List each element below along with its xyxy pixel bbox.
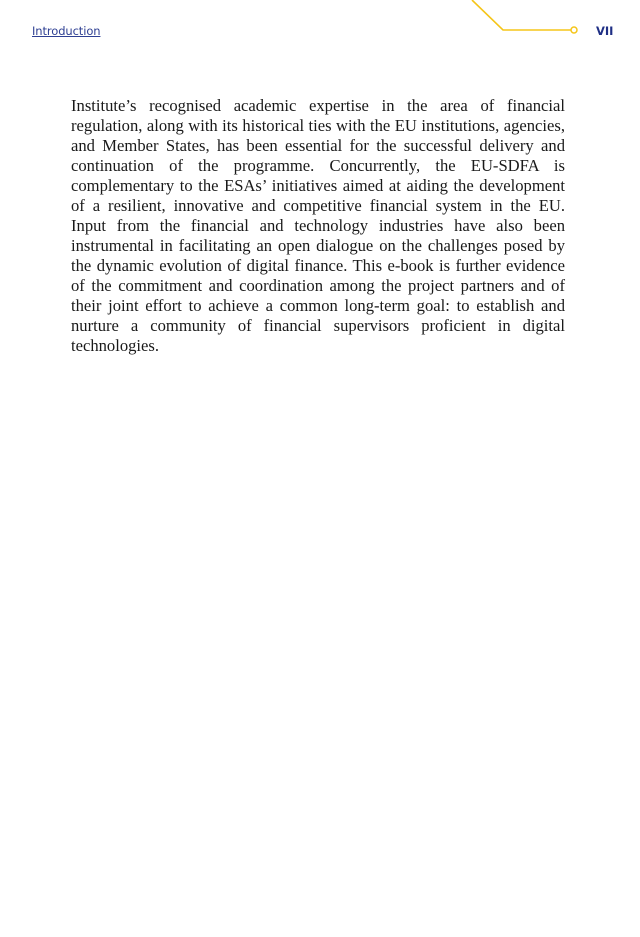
section-link-introduction[interactable]: Introduction: [32, 24, 101, 38]
decorative-accent-line: [0, 0, 640, 60]
page-number: VII: [596, 24, 614, 38]
accent-line-end-circle: [571, 27, 577, 33]
body-paragraph: Institute’s recognised academic expertise in the area of financial regulation, along with its historical ties with the EU institutions, agencies, and Member States, has been essential for the successful delivery and continuation of the programme. Concurrently, the EU-SDFA is complementary to the ESAs’ initiatives aimed at aiding the development of a resilient, innovative and competitive financial system in the EU. Input from the financial and technology industries have also been instrumental in facilitating an open dialogue on the challenges posed by the dynamic evolution of digital finance. This e-book is further evidence of the commitment and coordination among the project partners and of their joint effort to achieve a common long-term goal: to establish and nurture a community of financial supervisors proficient in digital technologies.: [71, 96, 565, 355]
accent-line-path: [472, 0, 571, 30]
